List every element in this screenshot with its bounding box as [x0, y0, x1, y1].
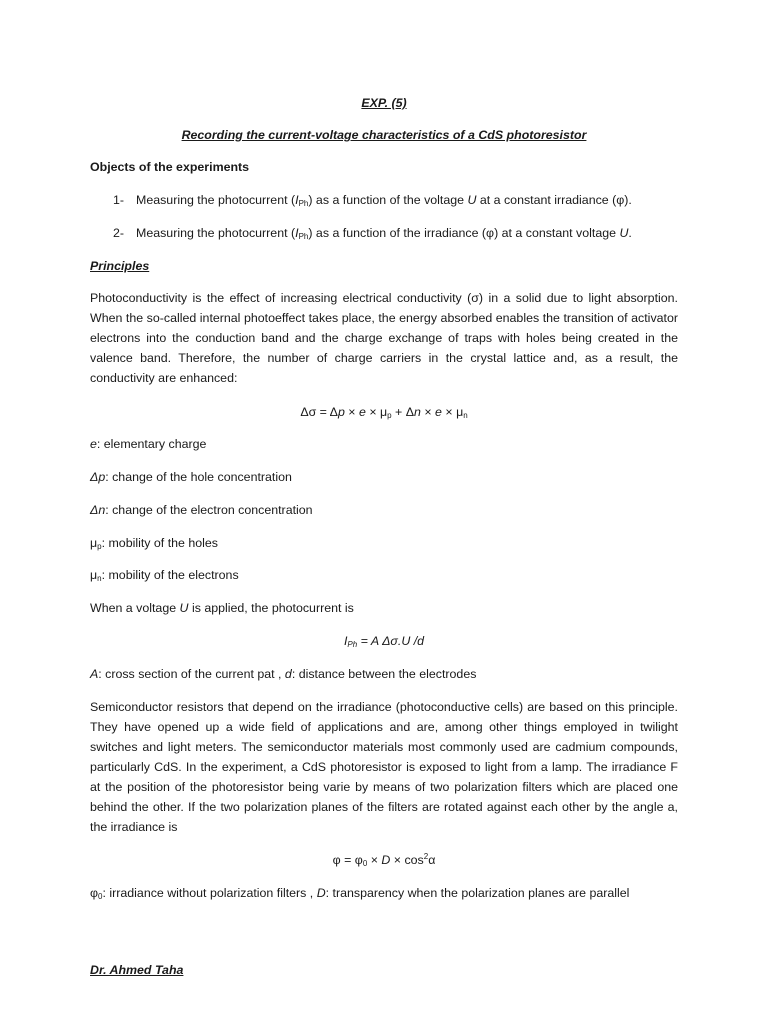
definition-elementary-charge: e: elementary charge — [90, 437, 207, 451]
objective-item-1: 1- Measuring the photocurrent $(I_{Ph})$ as a function of the voltage U at a constant irradiance (φ). — [113, 190, 683, 210]
author-signature: Dr. Ahmed Taha — [90, 963, 184, 977]
principles-body-paragraph: Semiconductor resistors that depend on the irradiance (photoconductive cells) are based on this principle. They have opened up a wide field of applications and are, among other things employed in twilight switches and light meters. The semiconductor materials most commonly used are cadmium compounds, particularly CdS. In the experiment, a CdS photoresistor is exposed to light from a lamp. The irradiance F at the position of the photoresistor being varie by means of two polarization filters which are placed one behind the other. If the two polarization planes of the filters are rotated against each other by the angle a, the irradiance is — [90, 700, 678, 834]
objective-item-2: 2- Measuring the photocurrent $(I_{Ph})$ as a function of the irradiance (φ) at a constant voltage U. — [113, 223, 683, 243]
experiment-number: EXP. (5) — [361, 96, 407, 110]
objects-heading: Objects of the experiments — [90, 160, 250, 174]
objective-number: 2- — [113, 226, 125, 240]
experiment-title: Recording the current-voltage characteristics of a CdS photoresistor — [181, 128, 587, 142]
principles-intro-paragraph: Photoconductivity is the effect of increasing electrical conductivity (σ) in a solid due to light absorption. When the so-called internal photoeffect takes place, the energy absorbed enables the transition of activator electrons into the conduction band and the charge exchange of traps with holes being created in the valence band. Therefore, the number of charge carriers in the crystal lattice and, as a result, the conductivity are enhanced: — [90, 291, 678, 385]
irradiance-definition: $\varphi_0$: irradiance without polarization filters , D: transparency when the polarization planes are parallel — [90, 886, 630, 901]
voltage-sentence: When a voltage U is applied, the photocurrent is — [90, 601, 354, 615]
definition-electron-mobility: $\mu_n$: mobility of the electrons — [90, 568, 239, 583]
principles-heading: Principles — [90, 259, 150, 273]
objective-number: 1- — [113, 193, 125, 207]
equation-conductivity: $\Delta\sigma = \Delta p \times e \times \mu_p + \Delta n \times e \times \mu_n$ — [300, 405, 468, 420]
definition-electron-concentration: Δn: change of the electron concentration — [90, 503, 313, 517]
definition-hole-concentration: Δp: change of the hole concentration — [90, 470, 292, 484]
definition-hole-mobility: $\mu_p$: mobility of the holes — [90, 536, 218, 551]
equation-irradiance: $\varphi = \varphi_0 \times D \times \cos^2\alpha$ — [332, 852, 436, 868]
cross-section-definition: A: cross section of the current pat , d: distance between the electrodes — [90, 667, 477, 681]
equation-photocurrent: $I_{Ph} = A$ Δσ.U /d — [343, 634, 425, 649]
